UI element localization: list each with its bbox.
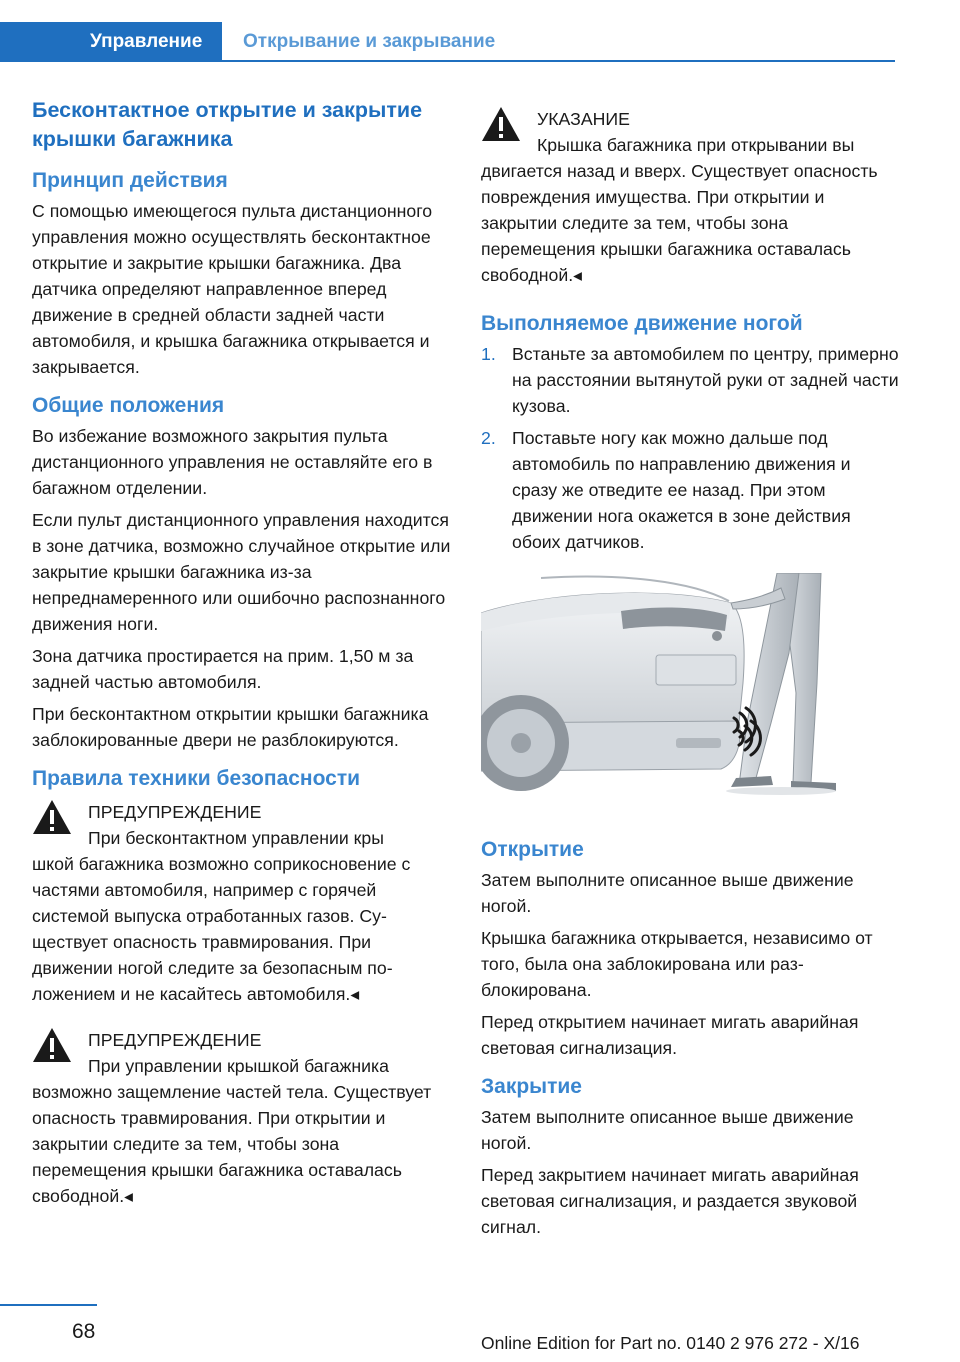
- list-item: [481, 425, 899, 555]
- general-paragraph-1: Во избежание возможного закрытия пульта дистанционного управления не оставляйте его в багажном отделении.: [32, 426, 433, 498]
- warning-text-first-line: При бесконтактном управлении кры: [88, 828, 384, 848]
- step-number: 1.: [481, 344, 496, 364]
- section-heading-general: Общие положения: [32, 394, 225, 417]
- header-divider: [222, 60, 895, 62]
- note-text-first-line: Крышка багажника при открывании вы: [537, 135, 855, 155]
- section-heading-closing: Закрытие: [481, 1075, 582, 1098]
- warning-text-rest: возможно защемление частей тела. Существует опасность травмирования. При открытии и закрытии следите за тем, чтобы зона перемещения крышки багажника оставалась свободной.◂: [32, 1082, 432, 1206]
- note-title: УКАЗАНИЕ: [537, 109, 630, 129]
- general-paragraph-3: Зона датчика простирается на прим. 1,50 м за задней частью автомобиля.: [32, 646, 414, 692]
- steps-list: [481, 341, 899, 555]
- step-number: 2.: [481, 428, 496, 448]
- warning-text-first-line: При управлении крышкой багажника: [88, 1056, 389, 1076]
- section-heading-safety: Правила техники безопасности: [32, 767, 361, 790]
- list-item: [481, 341, 899, 419]
- section-heading-opening: Открытие: [481, 838, 584, 861]
- warning-text-rest: шкой багажника возможно соприкосновение с частями автомобиля, например с горячей системой выпуска отработанных газов. Существует опасность травмирования. При движении ногой следите за безопасным положением и не касайтесь автомобиля.◂: [32, 854, 411, 1004]
- warning-triangle-icon: [32, 1027, 72, 1063]
- opening-paragraph-1: Затем выполните описанное выше движение ногой.: [481, 870, 854, 916]
- edition-text: Online Edition for Part no. 0140 2 976 272 - X/16: [481, 1333, 860, 1353]
- warning-triangle-icon: [481, 106, 521, 142]
- warning-block-2: [32, 1025, 452, 1209]
- warning-text: [32, 825, 452, 1007]
- closing-paragraph-2: Перед закрытием начинает мигать аварийная световая сигнализация, и раздается звуковой сигнал.: [481, 1165, 859, 1237]
- step-text: Поставьте ногу как можно дальше под автомобиль по направлению движения и сразу же отведите ее назад. При этом движении нога окажется в зоне действия обоих датчиков.: [512, 428, 851, 552]
- section-text-principle: С помощью имеющегося пульта дистанционного управления можно осуществлять бесконтактное открытие и закрытие крышки багажника. Два датчика определяют направленное вперед движение в средней области задней части автомобиля, и крышка багажника открывается и закрывается.: [32, 201, 433, 377]
- foot-gesture-illustration: [481, 573, 838, 795]
- note-text: [481, 132, 899, 288]
- general-paragraph-4: При бесконтактном открытии крышки багажника заблокированные двери не разблокируются.: [32, 704, 429, 750]
- warning-text: [32, 1053, 452, 1209]
- tab-active-section[interactable]: Управление: [0, 22, 222, 62]
- page-number: 68: [72, 1320, 96, 1343]
- page-title: Бесконтактное открытие и закрытие крышки багажника: [32, 98, 423, 151]
- warning-title: ПРЕДУПРЕЖДЕНИЕ: [88, 1030, 262, 1050]
- warning-block-1: [32, 797, 452, 1007]
- page-header: [0, 22, 895, 66]
- warning-title: ПРЕДУПРЕЖДЕНИЕ: [88, 802, 262, 822]
- left-column: [32, 96, 452, 1217]
- closing-paragraph-1: Затем выполните описанное выше движение ногой.: [481, 1107, 854, 1153]
- step-text: Встаньте за автомобилем по центру, примерно на расстоянии вытянутой руки от задней части кузова.: [512, 344, 899, 416]
- section-heading-principle: Принцип действия: [32, 169, 228, 192]
- section-heading-foot-movement: Выполняемое движение ногой: [481, 312, 803, 335]
- note-block: [481, 104, 899, 288]
- warning-triangle-icon: [32, 799, 72, 835]
- tab-subsection[interactable]: Открывание и закрывание: [243, 31, 496, 52]
- note-text-rest: двигается назад и вверх. Существует опасность повреждения имущества. При открытии и закрытии следите за тем, чтобы зона перемещения крышки багажника оставалась свободной.◂: [481, 161, 878, 285]
- opening-paragraph-3: Перед открытием начинает мигать аварийная световая сигнализация.: [481, 1012, 859, 1058]
- footer-divider: [0, 1304, 97, 1306]
- opening-paragraph-2: Крышка багажника открывается, независимо от того, была она заблокирована или разблокирована.: [481, 928, 873, 1000]
- right-column: [481, 96, 899, 1246]
- general-paragraph-2: Если пульт дистанционного управления находится в зоне датчика, возможно случайное открытие или закрытие крышки багажника из-за непреднамеренного или ошибочно распознанного движения ноги.: [32, 510, 451, 634]
